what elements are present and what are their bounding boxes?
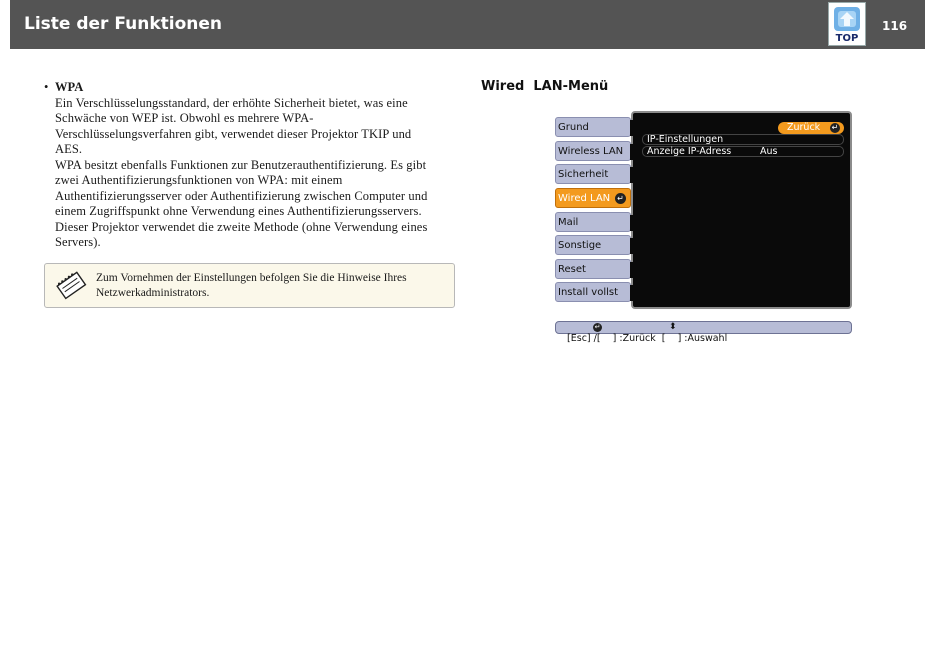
wpa-paragraph-1 bbox=[55, 96, 456, 158]
menu-item-label: Mail bbox=[558, 217, 579, 228]
menu-item-label: Wireless LAN bbox=[558, 146, 624, 157]
menu-item-sonstige[interactable] bbox=[555, 235, 631, 255]
up-down-arrows-icon: ⬍ bbox=[669, 322, 677, 332]
back-button[interactable] bbox=[778, 122, 844, 134]
menu-item-reset[interactable] bbox=[555, 259, 631, 279]
note-text bbox=[96, 271, 441, 301]
text-line: Servers). bbox=[55, 235, 101, 249]
text-line: Schwäche von WEP ist. Obwohl es mehrere WPA- bbox=[55, 111, 314, 125]
page-number: 116 bbox=[882, 19, 908, 33]
top-button[interactable] bbox=[828, 2, 866, 46]
bullet-heading: WPA bbox=[55, 80, 84, 94]
top-button-label: TOP bbox=[835, 33, 859, 44]
text-line: WPA besitzt ebenfalls Funktionen zur Benutzerauthentifizierung. Es gibt bbox=[55, 157, 427, 172]
text-line: Authentifizierungsserver oder Authentifizierung zwischen Computer und bbox=[55, 188, 428, 203]
bullet-dot: • bbox=[44, 80, 49, 94]
row-label: Anzeige IP-Adress bbox=[647, 146, 732, 157]
wpa-paragraph-2 bbox=[55, 158, 456, 251]
enter-icon: ↵ bbox=[594, 323, 601, 331]
bullet-item bbox=[44, 80, 456, 96]
menu-item-label: Grund bbox=[558, 122, 589, 133]
menu-item-mail[interactable] bbox=[555, 212, 631, 232]
enter-icon: ↵ bbox=[831, 123, 839, 132]
menu-item-label: Install vollst bbox=[558, 287, 619, 298]
home-arrow-icon bbox=[833, 6, 861, 32]
row-label: IP-Einstellungen bbox=[647, 134, 724, 145]
text-line: Zum Vornehmen der Einstellungen befolgen Sie die Hinweise Ihres bbox=[96, 272, 407, 284]
back-button-label: Zurück bbox=[787, 122, 821, 133]
menu-item-wireless-lan[interactable] bbox=[555, 141, 631, 161]
page-header bbox=[10, 0, 925, 49]
row-anzeige-ip-adress[interactable] bbox=[642, 146, 844, 157]
text-line: Verschlüsselungsverfahren gibt, verwendet dieser Projektor TKIP und bbox=[55, 126, 412, 141]
text-line: Netzwerkadministrators. bbox=[96, 287, 210, 299]
menu-item-label: Sonstige bbox=[558, 240, 602, 251]
text-line: AES. bbox=[55, 142, 83, 156]
menu-item-label: Reset bbox=[558, 264, 586, 275]
menu-item-grund[interactable] bbox=[555, 117, 631, 137]
menu-item-label: Wired LAN bbox=[558, 193, 611, 204]
text-line: Dieser Projektor verwendet die zweite Methode (ohne Verwendung eines bbox=[55, 219, 428, 234]
note-box bbox=[44, 263, 455, 308]
row-value: Aus bbox=[760, 146, 778, 157]
wpa-section bbox=[44, 80, 456, 251]
help-text: [Esc] /[ ] :Zurück [ ] :Auswahl bbox=[567, 333, 728, 344]
text-line: zwei Authentifizierungsfunktionen von WPA: mit einem bbox=[55, 173, 343, 187]
notepad-icon bbox=[55, 269, 87, 301]
menu-item-label: Sicherheit bbox=[558, 169, 609, 180]
row-ip-einstellungen[interactable] bbox=[642, 134, 844, 145]
text-line: Ein Verschlüsselungsstandard, der erhöhte Sicherheit bietet, was eine bbox=[55, 95, 408, 110]
enter-icon: ↵ bbox=[615, 193, 626, 204]
text-line: einem Zugriffspunkt ohne Verwendung eines Authentifizierungsservers. bbox=[55, 204, 422, 218]
page-title: Liste der Funktionen bbox=[24, 14, 222, 34]
menu-item-wired-lan[interactable] bbox=[555, 188, 631, 208]
menu-item-sicherheit[interactable] bbox=[555, 164, 631, 184]
section-title: Wired LAN-Menü bbox=[481, 79, 609, 94]
help-bar bbox=[555, 321, 852, 344]
menu-item-install-vollst[interactable] bbox=[555, 282, 631, 302]
